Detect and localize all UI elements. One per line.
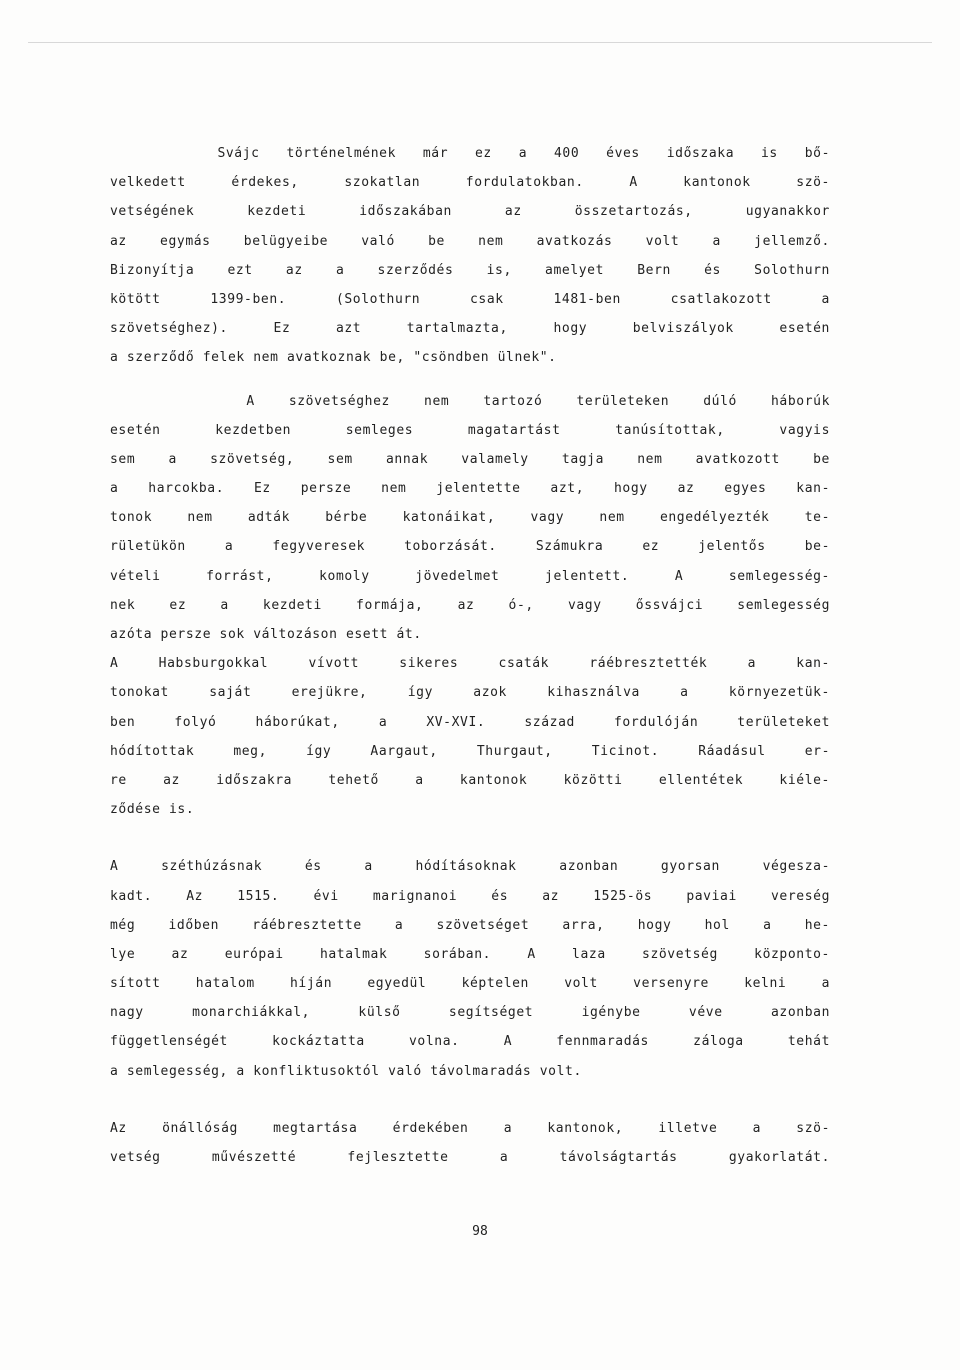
text-line: rületükön a fegyveresek toborzását. Számukra ez jelentős be- [110, 539, 830, 555]
text-line: sem a szövetség, sem annak valamely tagja nem avatkozott be [110, 451, 830, 467]
paragraph-3 [110, 649, 830, 824]
paragraph-5 [110, 1114, 830, 1172]
text-line: Az önállóság megtartása érdekében a kantonok, illetve a szö- [110, 1120, 830, 1136]
text-line: azóta persze sok változáson esett át. [110, 627, 422, 642]
text-line: tonokat saját erejükre, így azok kihasználva a környezetük- [110, 685, 830, 701]
text-line: kadt. Az 1515. évi marignanoi és az 1525-ös paviai vereség [110, 888, 830, 904]
text-line: velkedett érdekes, szokatlan fordulatokban. A kantonok szö- [110, 175, 830, 191]
text-line: ződése is. [110, 802, 195, 818]
page-number: 98 [472, 1224, 488, 1239]
text-line: esetén kezdetben semleges magatartást tanúsítottak, vagyis [110, 422, 830, 438]
text-line: vételi forrást, komoly jövedelmet jelentett. A semlegesség- [110, 568, 830, 584]
text-line: A szövetséghez nem tartozó területeken dúló háborúk [110, 393, 830, 409]
text-line: A széthúzásnak és a hódításoknak azonban gyorsan végesza- [110, 859, 830, 875]
text-line: lye az európai hatalmak sorában. A laza szövetség központo- [110, 946, 830, 962]
text-line: sított hatalom híján egyedül képtelen volt versenyre kelni a [110, 976, 830, 992]
paragraph-4 [110, 852, 830, 1086]
text-line: ben folyó háborúkat, a XV-XVI. század fordulóján területeket [110, 714, 830, 730]
text-line: kötött 1399-ben. (Solothurn csak 1481-ben csatlakozott a [110, 291, 830, 307]
text-line: hódítottak meg, így Aargaut, Thurgaut, Ticinot. Ráadásul er- [110, 743, 830, 759]
text-line: függetlenségét kockáztatta volna. A fennmaradás záloga tehát [110, 1034, 830, 1050]
text-line: nagy monarchiákkal, külső segítséget igénybe véve azonban [110, 1005, 830, 1021]
text-line: A Habsburgokkal vívott sikeres csaták ráébresztették a kan- [110, 656, 830, 672]
text-line: vetségének kezdeti időszakában az összetartozás, ugyanakkor [110, 204, 830, 220]
body-text [110, 139, 830, 1172]
text-line: re az időszakra tehető a kantonok közötti ellentétek kiéle- [110, 772, 830, 788]
text-line: még időben ráébresztette a szövetséget arra, hogy hol a he- [110, 917, 830, 933]
text-line: vetség művészetté fejlesztette a távolságtartás gyakorlatát. [110, 1150, 830, 1165]
text-line: a semlegesség, a konfliktusoktól való távolmaradás volt. [110, 1063, 582, 1079]
text-line: a szerződő felek nem avatkoznak be, "csöndben ülnek". [110, 350, 557, 366]
paragraph-1 [110, 139, 830, 373]
paragraph-2 [110, 387, 830, 650]
text-line: az egymás belügyeibe való be nem avatkozás volt a jellemző. [110, 233, 830, 249]
text-line: Bizonyítja ezt az a szerződés is, amelyet Bern és Solothurn [110, 262, 830, 278]
text-line: szövetséghez). Ez azt tartalmazta, hogy belviszályok esetén [110, 321, 830, 337]
text-line: nek ez a kezdeti formája, az ó-, vagy őssvájci semlegesség [110, 597, 830, 613]
text-line: Svájc történelmének már ez a 400 éves időszaka is bő- [110, 146, 830, 161]
text-line: tonok nem adták bérbe katonáikat, vagy nem engedélyezték te- [110, 510, 830, 526]
page-edge-line [28, 42, 932, 43]
text-line: a harcokba. Ez persze nem jelentette azt, hogy az egyes kan- [110, 481, 830, 497]
